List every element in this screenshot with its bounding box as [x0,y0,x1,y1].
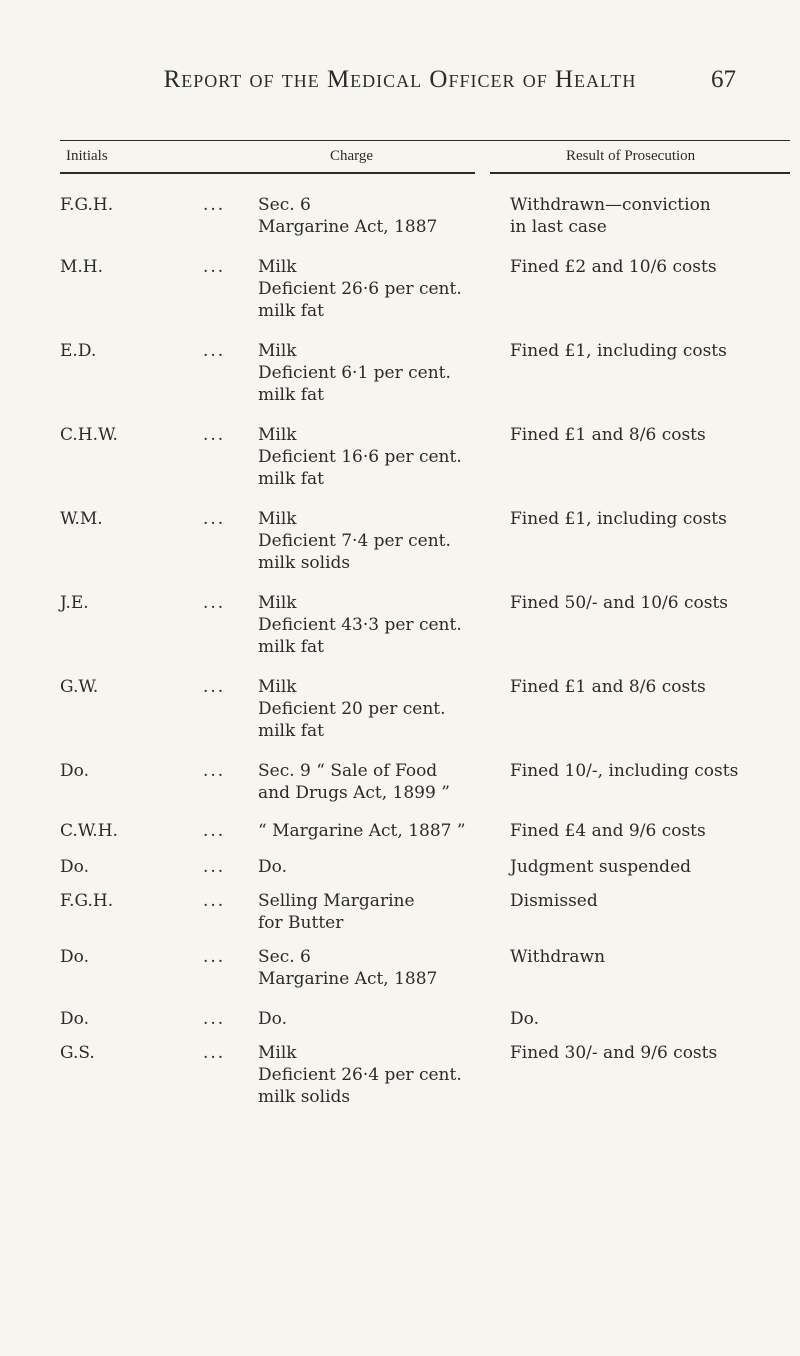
charge-line: Sec. 9 “ Sale of Food [258,761,438,781]
row-initials: Do. [60,761,89,781]
column-header-result: Result of Prosecution [566,148,696,164]
result-line: Do. [510,1009,539,1029]
charge-line: Milk [258,257,297,277]
charge-line: Deficient 6·1 per cent. [258,363,451,383]
charge-line: Sec. 6 [258,195,311,215]
row-leader-dots: ... [203,195,226,215]
charge-line: Deficient 7·4 per cent. [258,531,451,551]
charge-line: milk fat [258,301,324,321]
result-line: Dismissed [510,891,598,911]
charge-line: Deficient 20 per cent. [258,699,446,719]
result-line: Fined 10/-, including costs [510,761,739,781]
row-result [510,194,790,238]
row-charge [258,856,498,878]
row-result [510,760,790,782]
row-leader-dots: ... [203,257,226,277]
charge-line: Milk [258,677,297,697]
row-leader-dots: ... [203,677,226,697]
charge-line: milk fat [258,385,324,405]
row-initials: G.W. [60,677,99,697]
charge-line: Milk [258,1043,297,1063]
charge-line: Do. [258,857,287,877]
row-charge [258,194,498,238]
row-leader-dots: ... [203,341,226,361]
column-header-initials: Initials [66,148,108,164]
row-leader-dots: ... [203,593,226,613]
row-initials: J.E. [60,593,89,613]
row-result [510,256,790,278]
charge-line: Deficient 26·6 per cent. [258,279,462,299]
result-line: Fined 50/- and 10/6 costs [510,593,729,613]
charge-line: milk fat [258,721,324,741]
result-line: in last case [510,217,607,237]
row-charge [258,256,498,322]
charge-line: Sec. 6 [258,947,311,967]
row-result [510,856,790,878]
row-result [510,592,790,614]
row-leader-dots: ... [203,947,226,967]
charge-line: Selling Margarine [258,891,415,911]
row-charge [258,424,498,490]
row-initials: E.D. [60,341,97,361]
row-charge [258,592,498,658]
column-header-charge: Charge [330,148,374,164]
charge-line: Milk [258,593,297,613]
result-line: Withdrawn [510,947,606,967]
row-initials: G.S. [60,1043,95,1063]
result-line: Fined £1 and 8/6 costs [510,677,706,697]
row-charge [258,820,498,842]
row-leader-dots: ... [203,761,226,781]
result-line: Fined 30/- and 9/6 costs [510,1043,718,1063]
row-initials: C.W.H. [60,821,118,841]
row-charge [258,760,498,804]
row-initials: C.H.W. [60,425,118,445]
charge-line: Margarine Act, 1887 [258,217,438,237]
row-leader-dots: ... [203,1043,226,1063]
charge-line: and Drugs Act, 1899 ” [258,783,450,803]
row-charge [258,946,498,990]
row-result [510,820,790,842]
charge-line: for Butter [258,913,344,933]
row-result [510,890,790,912]
row-leader-dots: ... [203,425,226,445]
charge-line: Do. [258,1009,287,1029]
row-leader-dots: ... [203,857,226,877]
charge-line: Milk [258,425,297,445]
page-title: Report of the Medical Officer of Health [163,66,637,93]
row-leader-dots: ... [203,509,226,529]
row-result [510,946,790,968]
charge-line: milk solids [258,1087,351,1107]
page-number: 67 [711,66,736,93]
row-initials: W.M. [60,509,103,529]
row-charge [258,508,498,574]
row-result [510,1042,790,1064]
charge-line: milk fat [258,469,324,489]
row-result [510,424,790,446]
result-line: Fined £1 and 8/6 costs [510,425,706,445]
row-initials: M.H. [60,257,104,277]
charge-line: Deficient 43·3 per cent. [258,615,462,635]
charge-line: Milk [258,509,297,529]
page-header [0,62,800,102]
charge-line: milk fat [258,637,324,657]
result-line: Fined £1, including costs [510,341,727,361]
row-result [510,340,790,362]
row-leader-dots: ... [203,1009,226,1029]
row-charge [258,890,498,934]
charge-line: milk solids [258,553,351,573]
result-line: Fined £1, including costs [510,509,727,529]
row-charge [258,340,498,406]
charge-line: Deficient 26·4 per cent. [258,1065,462,1085]
row-charge [258,676,498,742]
charge-line: Deficient 16·6 per cent. [258,447,462,467]
row-result [510,508,790,530]
row-initials: F.G.H. [60,891,114,911]
result-line: Withdrawn—conviction [510,195,711,215]
result-line: Fined £2 and 10/6 costs [510,257,717,277]
row-charge [258,1008,498,1030]
row-initials: Do. [60,947,89,967]
row-initials: Do. [60,857,89,877]
charge-line: Margarine Act, 1887 [258,969,438,989]
row-leader-dots: ... [203,891,226,911]
charge-line: “ Margarine Act, 1887 ” [258,821,466,841]
row-charge [258,1042,498,1108]
row-initials: F.G.H. [60,195,114,215]
row-result [510,676,790,698]
result-line: Fined £4 and 9/6 costs [510,821,706,841]
row-leader-dots: ... [203,821,226,841]
row-initials: Do. [60,1009,89,1029]
column-headers [0,138,800,178]
result-line: Judgment suspended [510,857,692,877]
row-result [510,1008,790,1030]
charge-line: Milk [258,341,297,361]
